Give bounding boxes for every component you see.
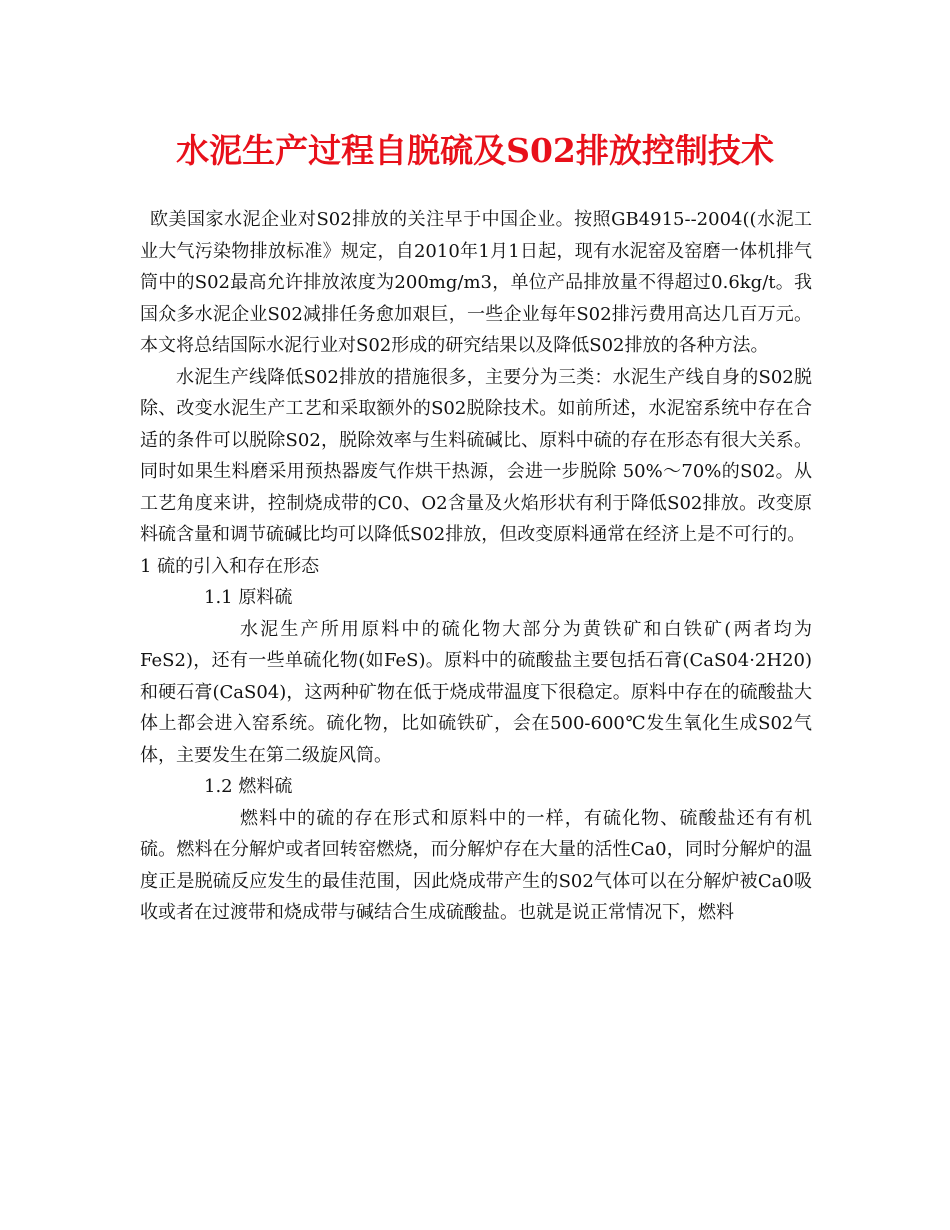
paragraph-intro: 欧美国家水泥企业对S02排放的关注早于中国企业。按照GB4915--2004((水泥工业大气污染物排放标准》规定，自2010年1月1日起，现有水泥窑及窑磨一体机排气筒中的S02最高允许排放浓度为200mg/m3，单位产品排放量不得超过0.6kg/t。我国众多水泥企业S02减排任务愈加艰巨，一些企业每年S02排污费用高达几百万元。本文将总结国际水泥行业对S02形成的研究结果以及降低S02排放的各种方法。	[140, 209, 812, 356]
section-heading-1-2: 1.2 燃料硫	[204, 776, 293, 797]
document-body	[140, 204, 812, 929]
section-heading-1: 1 硫的引入和存在形态	[140, 555, 320, 577]
paragraph-measures: 水泥生产线降低S02排放的措施很多，主要分为三类：水泥生产线自身的S02脱除、改变水泥生产工艺和采取额外的S02脱除技术。如前所述，水泥窑系统中存在合适的条件可以脱除S02，脱除效率与生料硫碱比、原料中硫的存在形态有很大关系。同时如果生料磨采用预热器废气作烘干热源，会进一步脱除 50%～70%的S02。从工艺角度来讲，控制烧成带的C0、O2含量及火焰形状有利于降低S02排放。改变原料硫含量和调节硫碱比均可以降低S02排放，但改变原料通常在经济上是不可行的。	[140, 366, 812, 545]
paragraph-fuel-sulfur: 燃料中的硫的存在形式和原料中的一样，有硫化物、硫酸盐还有有机硫。燃料在分解炉或者回转窑燃烧，而分解炉存在大量的活性Ca0，同时分解炉的温度正是脱硫反应发生的最佳范围，因此烧成带产生的S02气体可以在分解炉被Ca0吸收或者在过渡带和烧成带与碱结合生成硫酸盐。也就是说正常情况下，燃料	[140, 807, 812, 923]
paragraph-raw-material-sulfur: 水泥生产所用原料中的硫化物大部分为黄铁矿和白铁矿(两者均为FeS2)，还有一些单硫化物(如FeS)。原料中的硫酸盐主要包括石膏(CaS04·2H20)和硬石膏(CaS04)，这两种矿物在低于烧成带温度下很稳定。原料中存在的硫酸盐大体上都会进入窑系统。硫化物，比如硫铁矿，会在500-600℃发生氧化生成S02气体，主要发生在第二级旋风筒。	[140, 618, 812, 766]
section-heading-1-1: 1.1 原料硫	[204, 587, 293, 608]
document-title: 水泥生产过程自脱硫及S02排放控制技术	[176, 131, 774, 170]
